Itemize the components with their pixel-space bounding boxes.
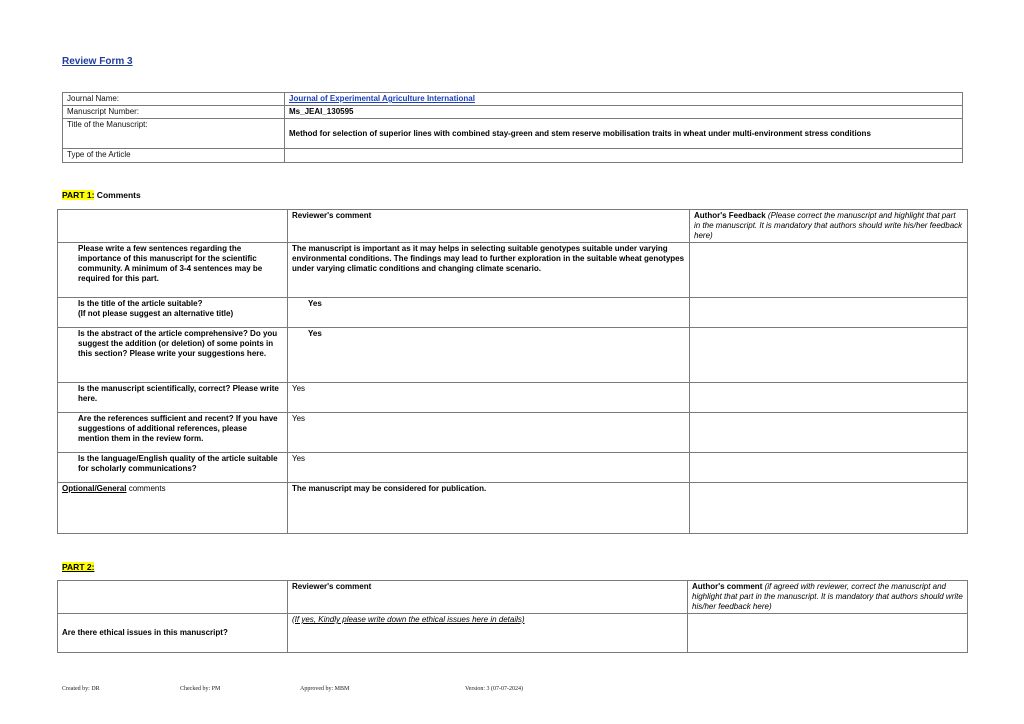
article-type-value: [285, 149, 963, 163]
ethics-author-comment[interactable]: [688, 614, 968, 653]
reviewer-comment-scientific: Yes: [288, 383, 690, 413]
title-label: Title of the Manuscript:: [63, 119, 285, 149]
footer-version: Version: 3 (07-07-2024): [465, 686, 523, 692]
table-row: [58, 243, 968, 298]
table-row: [58, 453, 968, 483]
footer-checked-by: Checked by: PM: [180, 686, 221, 692]
optional-general-label-a: Optional/General: [62, 484, 127, 493]
manuscript-number-label: Manuscript Number:: [63, 106, 285, 119]
author-feedback-importance[interactable]: [690, 243, 968, 298]
part2-heading: [62, 562, 94, 572]
manuscript-info-table: [62, 92, 963, 163]
title-text: Method for selection of superior lines with combined stay-green and stem reserve mobilisation traits in wheat under multi-environment stress conditions: [289, 128, 871, 138]
optional-general-label: [58, 483, 288, 534]
title-value: [285, 119, 963, 149]
part1-header-row: [58, 210, 968, 243]
part1-header-empty: [58, 210, 288, 243]
part1-comments-table: [57, 209, 968, 534]
table-row: [58, 383, 968, 413]
title-row: [63, 119, 963, 149]
reviewer-comment-language: Yes: [288, 453, 690, 483]
part2-header-row: [58, 581, 968, 614]
form-title: Review Form 3: [62, 56, 133, 67]
table-row: [58, 483, 968, 534]
question-importance: Please write a few sentences regarding the importance of this manuscript for the scientific community. A minimum of 3-4 sentences may be required for this part.: [58, 243, 288, 298]
question-references: Are the references sufficient and recent? If you have suggestions of additional references, please mention them in the review form.: [58, 413, 288, 453]
journal-name-cell: [285, 93, 963, 106]
reviewer-comment-title: Yes: [288, 298, 690, 328]
part1-reviewer-header: Reviewer's comment: [288, 210, 690, 243]
ethics-question: Are there ethical issues in this manuscript?: [58, 614, 288, 653]
journal-name-row: [63, 93, 963, 106]
manuscript-number-value: Ms_JEAI_130595: [285, 106, 963, 119]
part2-heading-label: PART 2:: [62, 562, 95, 572]
optional-general-label-b: comments: [126, 484, 166, 493]
article-type-row: [63, 149, 963, 163]
part2-reviewer-header: Reviewer's comment: [288, 581, 688, 614]
ethics-reviewer-comment: (If yes, Kindly please write down the ethical issues here in details): [288, 614, 688, 653]
part1-heading-rest: Comments: [94, 190, 141, 200]
reviewer-comment-importance: The manuscript is important as it may helps in selecting suitable genotypes suitable under varying environmental conditions. The findings may lead to further exploration in the suitable wheat genotypes under varying climatic conditions and changing climate scenario.: [288, 243, 690, 298]
footer-approved-by: Approved by: MBM: [300, 686, 350, 692]
part1-author-header-note: (Please correct the manuscript and highlight that part in the manuscript. It is mandatory that authors should write his/her feedback here): [694, 211, 963, 240]
table-row: [58, 328, 968, 383]
part2-author-header: [688, 581, 968, 614]
reviewer-comment-references: Yes: [288, 413, 690, 453]
reviewer-comment-optional: The manuscript may be considered for publication.: [288, 483, 690, 534]
part2-author-header-note: (if agreed with reviewer, correct the manuscript and highlight that part in the manuscript. It is mandatory that authors should write his/her feedback here): [692, 582, 963, 611]
author-feedback-scientific[interactable]: [690, 383, 968, 413]
reviewer-comment-abstract: Yes: [288, 328, 690, 383]
question-scientific: Is the manuscript scientifically, correct? Please write here.: [58, 383, 288, 413]
table-row: [58, 298, 968, 328]
table-row: [58, 614, 968, 653]
part2-ethics-table: [57, 580, 968, 653]
author-feedback-optional[interactable]: [690, 483, 968, 534]
author-feedback-references[interactable]: [690, 413, 968, 453]
author-feedback-language[interactable]: [690, 453, 968, 483]
part1-author-header: [690, 210, 968, 243]
journal-name-link[interactable]: Journal of Experimental Agriculture International: [289, 94, 475, 103]
manuscript-number-row: [63, 106, 963, 119]
footer-created-by: Created by: DR: [62, 686, 100, 692]
question-abstract: Is the abstract of the article comprehensive? Do you suggest the addition (or deletion) of some points in this section? Please write your suggestions here.: [58, 328, 288, 383]
question-title: Is the title of the article suitable? (If not please suggest an alternative title): [58, 298, 288, 328]
table-row: [58, 413, 968, 453]
part1-heading-label: PART 1:: [62, 190, 95, 200]
journal-name-label: Journal Name:: [63, 93, 285, 106]
part2-header-empty: [58, 581, 288, 614]
author-feedback-title[interactable]: [690, 298, 968, 328]
part2-author-header-bold: Author's comment: [692, 582, 763, 591]
question-language: Is the language/English quality of the article suitable for scholarly communications?: [58, 453, 288, 483]
part1-author-header-bold: Author's Feedback: [694, 211, 766, 220]
author-feedback-abstract[interactable]: [690, 328, 968, 383]
article-type-label: Type of the Article: [63, 149, 285, 163]
part1-heading: [62, 190, 141, 200]
